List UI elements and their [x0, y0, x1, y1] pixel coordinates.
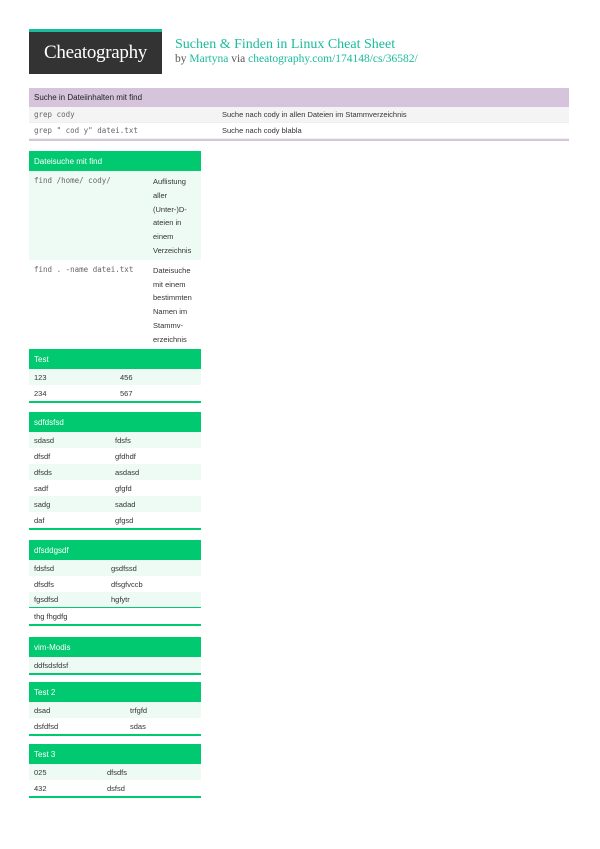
table-row [29, 464, 201, 480]
section-divider [29, 673, 201, 675]
table-row [29, 107, 569, 123]
table-row [29, 702, 201, 718]
cell-right: fdsfs [115, 435, 131, 445]
description-line: erzeichnis [153, 334, 187, 344]
description-line: Dateisuche [153, 265, 191, 275]
cheatography-logo[interactable] [29, 29, 162, 74]
section-divider [29, 139, 569, 141]
table-row [29, 123, 569, 139]
cell-left: 123 [34, 372, 47, 382]
section-divider [29, 796, 201, 798]
by-word: by [175, 53, 187, 65]
section-title: Dateisuche mit find [29, 151, 201, 171]
table-row [29, 780, 201, 796]
cell-left: sadg [34, 499, 51, 509]
page-title: Suchen & Finden in Linux Cheat Sheet [175, 37, 396, 52]
cell-right: 567 [120, 388, 133, 398]
section-divider [29, 528, 201, 530]
description-line: mit einem [153, 279, 186, 289]
cell-left: fdsfsd [34, 563, 55, 573]
table-row [29, 718, 201, 734]
description-line: aller [153, 190, 168, 200]
cell-right: gfgsd [115, 515, 134, 525]
command-cell: find /home/ cody/ [34, 176, 111, 185]
table-row [29, 260, 201, 349]
section-title: dfsddgsdf [29, 540, 201, 560]
table-row [29, 608, 201, 624]
section-vim-modis [29, 637, 201, 675]
description-line: (Unter-)D- [153, 204, 187, 214]
cell-right: hgfytr [111, 595, 130, 604]
cell-left: dsfdfsd [34, 721, 59, 731]
section-dateisuche-mit-find [29, 151, 201, 351]
description-line: Verzeichnis [153, 245, 192, 255]
description-cell: Suche nach cody blabla [222, 126, 302, 135]
table-row [29, 496, 201, 512]
section-divider [29, 401, 201, 403]
command-cell: grep cody [34, 110, 75, 119]
description-line: Stammv- [153, 320, 183, 330]
section-title: vim-Modis [29, 637, 201, 657]
cell-right: dfsgfvccb [111, 579, 143, 589]
table-row [29, 448, 201, 464]
cell-right: sadad [115, 499, 136, 509]
table-row [29, 385, 201, 401]
section-title: Test [29, 349, 201, 369]
table-row [29, 657, 201, 673]
section-title: Test 3 [29, 744, 201, 764]
table-row [29, 592, 201, 608]
table-row [29, 576, 201, 592]
description-line: Auflistung [153, 177, 186, 186]
cell-left: 025 [34, 767, 47, 777]
table-row [29, 512, 201, 528]
section-test-2 [29, 682, 201, 736]
cell-left: 432 [34, 783, 47, 793]
table-row [29, 171, 201, 260]
cell-left: dfsds [34, 467, 52, 477]
table-row [29, 560, 201, 576]
table-row [29, 432, 201, 448]
cell-right: dfsdfs [107, 767, 128, 777]
section-dfsddgsdf [29, 540, 201, 626]
section-suche-in-dateiinhalten [29, 88, 569, 141]
cell-right: gfdhdf [115, 451, 136, 461]
logo-text: Cheatography [44, 42, 147, 63]
via-word: via [231, 53, 246, 65]
sheet-url-link[interactable]: cheatography.com/174148/cs/36582/ [248, 53, 418, 65]
table-row [29, 764, 201, 780]
cell-right: asdasd [115, 467, 140, 477]
cell-right: trfgfd [130, 705, 148, 715]
section-sdfdsfsd [29, 412, 201, 530]
description-cell [150, 171, 201, 260]
table-row [29, 369, 201, 385]
section-title: Suche in Dateiinhalten mit find [29, 88, 569, 107]
description-cell: Suche nach cody in allen Dateien im Stammverzeichnis [222, 110, 407, 119]
cell-right: gfgfd [115, 483, 132, 493]
cell-full: ddfsdsfdsf [34, 660, 69, 670]
cell-right: sdas [130, 721, 146, 731]
section-divider [29, 734, 201, 736]
cell-left: 234 [34, 388, 47, 398]
cell-left: daf [34, 515, 45, 525]
description-line: Namen im [153, 307, 188, 317]
section-title: sdfdsfsd [29, 412, 201, 432]
cell-left: dfsdfs [34, 579, 55, 589]
byline [175, 53, 418, 65]
section-title: Test 2 [29, 682, 201, 702]
description-line: ateien in [153, 218, 182, 228]
command-cell: grep " cod y" datei.txt [34, 126, 138, 135]
cell-right: dsfsd [107, 783, 125, 793]
cell-left: sdasd [34, 435, 55, 445]
section-test-3 [29, 744, 201, 798]
description-line: einem [153, 232, 174, 242]
table-row [29, 480, 201, 496]
cell-right: 456 [120, 372, 133, 382]
section-divider [29, 624, 201, 626]
section-test [29, 349, 201, 403]
cell-left: dsad [34, 705, 51, 715]
cell-right: gsdfssd [111, 563, 137, 573]
description-line: bestimmten [153, 293, 192, 303]
description-cell [150, 260, 201, 349]
command-cell: find . -name datei.txt [34, 264, 134, 274]
cell-left: dfsdf [34, 451, 51, 461]
cell-left: fgsdfsd [34, 595, 59, 604]
cell-left: sadf [34, 483, 49, 493]
cell-full: thg fhgdfg [34, 611, 68, 621]
author-link[interactable]: Martyna [189, 53, 229, 65]
